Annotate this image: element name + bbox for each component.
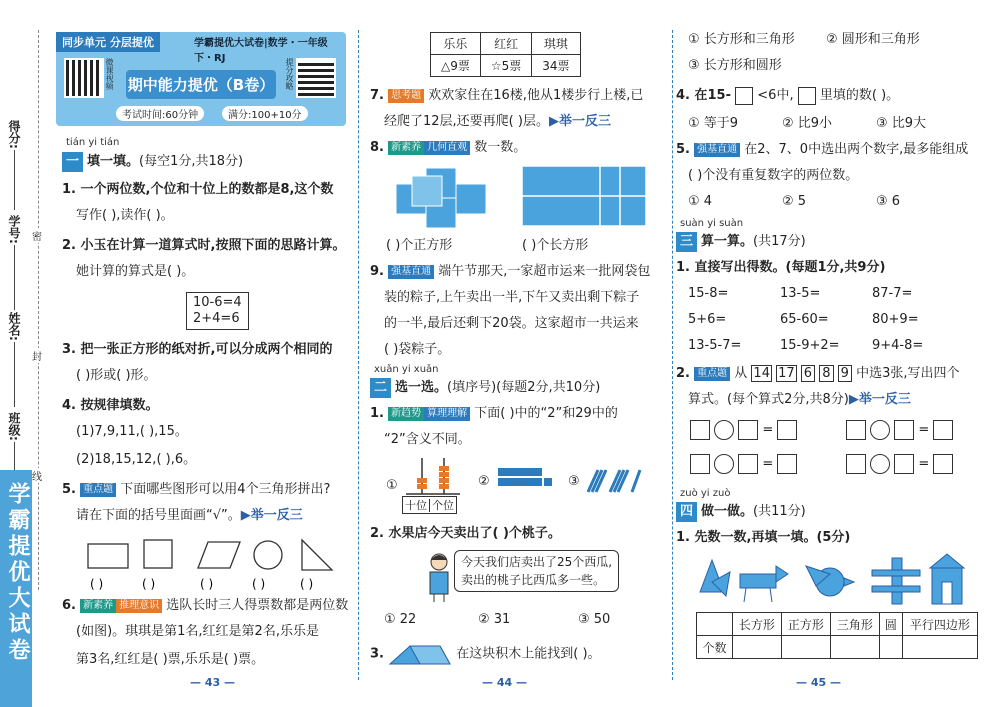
- p43-q2-formula-2: 2+4=6: [193, 311, 240, 326]
- p45-s2q3-opt3: ③ 长方形和圆形: [688, 58, 782, 73]
- equation-row-1a: [690, 420, 797, 441]
- speech-line-2: 卖出的桃子比西瓜多一些。: [461, 573, 606, 587]
- score-field-line: [14, 150, 16, 210]
- name-field-line: [14, 342, 16, 407]
- eq-slot: [933, 454, 953, 474]
- eq-op-circle: [870, 454, 890, 474]
- s4-note: (共11分): [753, 504, 806, 519]
- house-roof: [930, 554, 964, 568]
- brand-text: 学霸提优大试卷: [5, 482, 31, 664]
- p43-q4-l1: 4. 按规律填数。: [62, 398, 159, 413]
- s2-badge: 二: [370, 378, 391, 398]
- page-number-44: — 44 —: [482, 676, 527, 689]
- p45-s2q5-num: 5.: [676, 142, 690, 157]
- p44-q9-text: 端午节那天,一家超市运来一批网袋包: [438, 264, 651, 279]
- p44-s2q3-text: 在这块积木上能找到( )。: [456, 646, 601, 662]
- equation-row-2a: [690, 454, 797, 475]
- opt-mark-1: ①: [386, 478, 398, 493]
- page-divider-1: [358, 30, 359, 680]
- p44-s2q3-num: 3.: [370, 646, 384, 662]
- opt-mark-2: ②: [478, 474, 490, 489]
- class-field-label: 班级:: [7, 412, 21, 441]
- exam-time: 考试时间:60分钟: [116, 106, 204, 121]
- p45-s2q4-b: <6中,: [757, 88, 794, 103]
- seal-char-feng: 封: [32, 348, 42, 363]
- p44-s2q1-l1: [370, 404, 618, 424]
- tag-qiangji: 强基直通: [388, 265, 434, 279]
- tag-xinsuyang: 新素养: [80, 599, 116, 613]
- p44-q8-text: 数一数。: [474, 140, 527, 155]
- shape-count-parallelogram[interactable]: [902, 636, 977, 659]
- eq-op-circle: [870, 420, 890, 440]
- shopkeeper-figure: [424, 552, 454, 602]
- p45-s2q3-opt2: ② 圆形和三角形: [826, 32, 920, 47]
- shape-header-empty: [697, 613, 733, 636]
- page-number-43: — 43 —: [190, 676, 235, 689]
- p45-s3q2-l1: [676, 364, 959, 384]
- p43-q5-l1: [62, 480, 330, 500]
- p43-q6-text: 选队长时三人得票数都是两位数: [166, 598, 349, 613]
- p44-q9-num: 9.: [370, 264, 384, 279]
- qr-code-right: [296, 58, 336, 98]
- p45-s2q4-opt3: ③ 比9大: [876, 116, 927, 131]
- shape-header-square: 正方形: [781, 613, 830, 636]
- s3-pinyin: suàn yi suàn: [680, 218, 744, 229]
- circle-shape: [254, 541, 282, 569]
- p44-q8-ans-rects: ( )个长方形: [522, 238, 589, 253]
- s2-pinyin: xuǎn yi xuǎn: [374, 364, 439, 375]
- p44-q8-num: 8.: [370, 140, 384, 155]
- s1-pinyin: tián yi tián: [66, 137, 120, 148]
- house-left: [892, 558, 902, 604]
- speech-bubble: [454, 550, 619, 592]
- side-margin: [0, 0, 50, 707]
- p44-s2q2-opt3: ③ 50: [578, 612, 611, 627]
- shape-row-label: 个数: [697, 636, 733, 659]
- qr-left-label: 微课视频: [105, 58, 114, 90]
- p44-q8-ans-squares: ( )个正方形: [386, 238, 453, 253]
- triangular-prism-block: [388, 642, 452, 666]
- exam-title: 期中能力提优（B卷）: [126, 70, 276, 99]
- p45-s2q5-l1: [676, 140, 968, 160]
- seal-line: [38, 30, 39, 590]
- score-field-label: 得分:: [7, 120, 21, 149]
- eq-slot: [846, 420, 866, 440]
- p45-s2q5-l2: ( )个没有重复数字的两位数。: [688, 168, 859, 183]
- eq-slot: [777, 454, 797, 474]
- eq-slot: [777, 420, 797, 440]
- page-44: [362, 0, 667, 707]
- p43-q5-text2: 请在下面的括号里面画“√”。: [76, 508, 241, 523]
- eq-slot: [690, 454, 710, 474]
- sticks-figure: [584, 466, 644, 496]
- tag-suanli: 算理理解: [424, 407, 470, 421]
- calc-r1c1: 65-60=: [780, 312, 829, 327]
- shape-header-rect: 长方形: [732, 613, 781, 636]
- p44-q9-l4: ( )袋粽子。: [384, 342, 451, 357]
- qr-code-left: [64, 58, 104, 98]
- p44-s2q3: [370, 642, 601, 666]
- p45-s2q4-opt1: ① 等于9: [688, 116, 739, 131]
- p44-s2q2: 2. 水果店今天卖出了( )个桃子。: [370, 526, 561, 541]
- id-field-label: 学号:: [7, 215, 21, 244]
- s3-note: (共17分): [753, 234, 806, 249]
- s4-title: 做一做。: [701, 504, 754, 519]
- tag-sikao: 思考题: [388, 89, 424, 103]
- house-bar: [872, 570, 920, 576]
- s4-pinyin: zuò yi zuò: [680, 488, 731, 499]
- p45-s2q4-box-2: [798, 87, 816, 105]
- p45-s3q2-l2: [688, 390, 911, 410]
- abacus-label-tens: 十位: [403, 499, 430, 512]
- p44-s2q2-opt2: ② 31: [478, 612, 511, 627]
- eq-slot: [738, 420, 758, 440]
- unit-tab: 同步单元 分层提优: [56, 32, 160, 52]
- p45-s3q2-text2: 算式。(每个算式2分,共8分): [688, 392, 849, 407]
- p43-q1-l1: 1. 一个两位数,个位和十位上的数都是8,这个数: [62, 182, 334, 197]
- p43-q3-l1: 3. 把一张正方形的纸对折,可以分成两个相同的: [62, 342, 333, 357]
- p45-s2q5-opt2: ② 5: [782, 194, 807, 209]
- card-8: 8: [819, 365, 833, 382]
- s3-badge: 三: [676, 232, 697, 252]
- p45-s2q5-text: 在2、7、0中选出两个数字,最多能组成: [744, 142, 969, 157]
- shape-count-rect[interactable]: [732, 636, 781, 659]
- tag-xinsuyang-2: 新素养: [388, 141, 424, 155]
- tag-qiangji-2: 强基直通: [694, 143, 740, 157]
- vote-table: [430, 32, 581, 77]
- calc-r1c2: 80+9=: [872, 312, 919, 327]
- eq-op-circle: [714, 420, 734, 440]
- p43-q2-l2: 她计算的算式是( )。: [76, 264, 195, 279]
- opt-mark-3: ③: [568, 474, 580, 489]
- dog-head: [776, 566, 788, 582]
- eq-sign: =: [918, 456, 930, 472]
- seal-char-xian: 线: [32, 468, 42, 483]
- p45-s2q4: [676, 86, 899, 106]
- p44-q8-l1: [370, 138, 526, 158]
- p43-q5-text: 下面哪些图形可以用4个三角形拼出?: [120, 482, 331, 497]
- p43-q5-shapes: [80, 538, 340, 592]
- p45-s4q1: 1. 先数一数,再填一填。(5分): [676, 530, 851, 545]
- p45-s3q2-from: 从: [734, 366, 748, 381]
- p43-q4-l2: (1)7,9,11,( ),15。: [76, 424, 188, 439]
- card-17: 17: [778, 366, 795, 381]
- p45-s3q2-text: 中选3张,写出四个: [856, 366, 960, 381]
- p43-q4-l3: (2)18,15,12,( ),6。: [76, 452, 197, 467]
- p45-s3q2-num: 2.: [676, 366, 690, 381]
- s4-heading: [676, 502, 806, 522]
- p44-s2q1-text: 下面( )中的“2”和29中的: [474, 406, 618, 421]
- s1-note: (每空1分,共18分): [139, 154, 244, 169]
- p43-q6-l3: 第3名,红红是( )票,乐乐是( )票。: [76, 652, 265, 667]
- page-divider-2: [672, 30, 673, 680]
- seal-char-mi: 密: [32, 228, 42, 243]
- s2-heading: [370, 378, 600, 398]
- calc-r1c0: 5+6=: [688, 312, 727, 327]
- card-14: 14: [753, 366, 770, 381]
- vote-header-lele: 乐乐: [431, 33, 481, 55]
- svg-text:( ): ( ): [300, 577, 314, 591]
- p45-s2q4-a: 4. 在15-: [676, 88, 731, 103]
- p44-s2q1-num: 1.: [370, 406, 384, 421]
- shape-pictures-figure: [696, 552, 986, 608]
- triangle-shape: [302, 540, 332, 570]
- p44-q8-squares-figure: [392, 164, 502, 230]
- eq-op-circle: [714, 454, 734, 474]
- s1-title: 填一填。: [87, 154, 140, 169]
- svg-text:( ): ( ): [142, 577, 156, 591]
- page-45: [676, 0, 996, 707]
- shape-count-triangle[interactable]: [830, 636, 879, 659]
- p43-q6-l2: (如图)。琪琪是第1名,红红是第2名,乐乐是: [76, 624, 319, 639]
- s3-title: 算一算。: [701, 234, 754, 249]
- svg-text:( ): ( ): [90, 577, 104, 591]
- calc-r2c2: 9+4-8=: [872, 338, 924, 353]
- exam-score: 满分:100+10分: [222, 106, 308, 121]
- p45-s2q4-box-1: [735, 87, 753, 105]
- vote-value-lele: △9票: [431, 55, 481, 77]
- shape-header-circle: 圆: [879, 613, 902, 636]
- name-field-label: 姓名:: [7, 312, 21, 341]
- p45-s2q5-opt3: ③ 6: [876, 194, 901, 209]
- svg-text:( ): ( ): [200, 577, 214, 591]
- p44-q7-text: 欢欢家住在16楼,他从1楼步行上楼,已: [428, 88, 644, 103]
- p45-s3q2-juyi: ▶举一反三: [848, 392, 911, 407]
- vote-header-honghong: 红红: [480, 33, 531, 55]
- p44-s2q2-opt1: ① 22: [384, 612, 417, 627]
- p44-q7-text2: 经爬了12层,还要再爬( )层。: [384, 114, 549, 129]
- s2-title: 选一选。: [395, 380, 448, 395]
- eq-sign: =: [762, 456, 774, 472]
- s2-note: (填序号)(每题2分,共10分): [447, 380, 601, 395]
- equation-row-2b: [846, 454, 953, 475]
- p43-q1-l2: 写作( ),读作( )。: [76, 208, 174, 223]
- p44-q8-rectangles-figure: [520, 164, 650, 230]
- shape-header-triangle: 三角形: [830, 613, 879, 636]
- tag-zhongdian: 重点题: [80, 483, 116, 497]
- tag-xinqushi: 新趋势: [388, 407, 424, 421]
- tag-zhongdian-2: 重点题: [694, 367, 730, 381]
- eq-slot: [933, 420, 953, 440]
- eq-slot: [690, 420, 710, 440]
- vote-value-honghong: ☆5票: [480, 55, 531, 77]
- eq-slot: [894, 420, 914, 440]
- abacus-labels: [402, 496, 457, 514]
- p44-q9-l2: 装的粽子,上午卖出一半,下午又卖出剩下粽子: [384, 290, 640, 305]
- page-number-45: — 45 —: [796, 676, 841, 689]
- p43-q6-l1: [62, 596, 348, 616]
- p44-q7-num: 7.: [370, 88, 384, 103]
- eq-sign: =: [762, 422, 774, 438]
- svg-text:( ): ( ): [252, 577, 266, 591]
- eq-slot: [894, 454, 914, 474]
- bird-beak: [844, 578, 854, 586]
- exam-header-card: [56, 32, 346, 126]
- p44-q7-l2: [384, 112, 611, 132]
- card-9: 9: [838, 365, 852, 382]
- p45-s2q3-opt1: ① 长方形和三角形: [688, 32, 795, 47]
- p43-q2-formula-box: [186, 292, 249, 330]
- p45-s2q4-c: 里填的数( )。: [819, 88, 900, 103]
- shape-count-square[interactable]: [781, 636, 830, 659]
- rectangle-shape: [88, 544, 128, 568]
- p43-q3-l2: ( )形或( )形。: [76, 368, 157, 383]
- p44-q7-juyi: ▶举一反三: [548, 114, 611, 129]
- p44-q7-l1: [370, 86, 643, 106]
- page-43: [50, 0, 350, 707]
- p43-q6-num: 6.: [62, 598, 76, 613]
- shape-header-parallelogram: 平行四边形: [902, 613, 977, 636]
- shape-count-circle[interactable]: [879, 636, 902, 659]
- s4-badge: 四: [676, 502, 697, 522]
- counting-blocks-figure: [494, 464, 554, 494]
- square-shape: [144, 540, 172, 568]
- p43-q5-juyi: ▶举一反三: [240, 508, 303, 523]
- abacus-label-ones: 个位: [432, 499, 454, 512]
- parallelogram-shape: [198, 542, 240, 568]
- qr-right-label: 提分攻略: [285, 58, 294, 90]
- series-title: 学霸提优大试卷|数学・一年级下・RJ: [194, 38, 328, 64]
- speech-line-1: 今天我们店卖出了25个西瓜,: [461, 555, 613, 569]
- calc-r2c1: 15-9+2=: [780, 338, 840, 353]
- eq-slot: [738, 454, 758, 474]
- eq-sign: =: [918, 422, 930, 438]
- calc-r0c0: 15-8=: [688, 286, 729, 301]
- p43-q2-formula-1: 10-6=4: [193, 295, 242, 310]
- card-6: 6: [801, 365, 815, 382]
- tag-tuili: 推理意识: [116, 599, 162, 613]
- p45-s3q1: 1. 直接写出得数。(每题1分,共9分): [676, 260, 886, 275]
- p43-q2-l1: 2. 小玉在计算一道算式时,按照下面的思路计算。: [62, 238, 346, 253]
- vote-header-qiqi: 琪琪: [532, 33, 580, 55]
- abacus-figure: [402, 456, 462, 496]
- p44-q9-l3: 的一半,最后还剩下20袋。这家超市一共运来: [384, 316, 639, 331]
- p45-s2q5-opt1: ① 4: [688, 194, 713, 209]
- s3-heading: [676, 232, 806, 252]
- calc-r2c0: 13-5-7=: [688, 338, 742, 353]
- eq-slot: [846, 454, 866, 474]
- s1-badge: 一: [62, 152, 83, 172]
- tag-jihe: 几何直观: [424, 141, 470, 155]
- vote-value-qiqi: 34票: [532, 55, 580, 77]
- shape-count-table: [696, 612, 978, 659]
- p43-q5-l2: [76, 506, 303, 526]
- s1-heading: [62, 152, 243, 172]
- house-bar: [872, 586, 920, 592]
- id-field-line: [14, 245, 16, 310]
- dog-rect: [740, 574, 776, 588]
- calc-r0c1: 13-5=: [780, 286, 821, 301]
- p43-q5-num: 5.: [62, 482, 76, 497]
- equation-row-1b: [846, 420, 953, 441]
- p44-q9-l1: [370, 262, 650, 282]
- p45-s2q4-opt2: ② 比9小: [782, 116, 833, 131]
- p44-s2q1-l2: “2”含义不同。: [384, 432, 471, 447]
- calc-r0c2: 87-7=: [872, 286, 913, 301]
- brand-strip: [0, 470, 32, 707]
